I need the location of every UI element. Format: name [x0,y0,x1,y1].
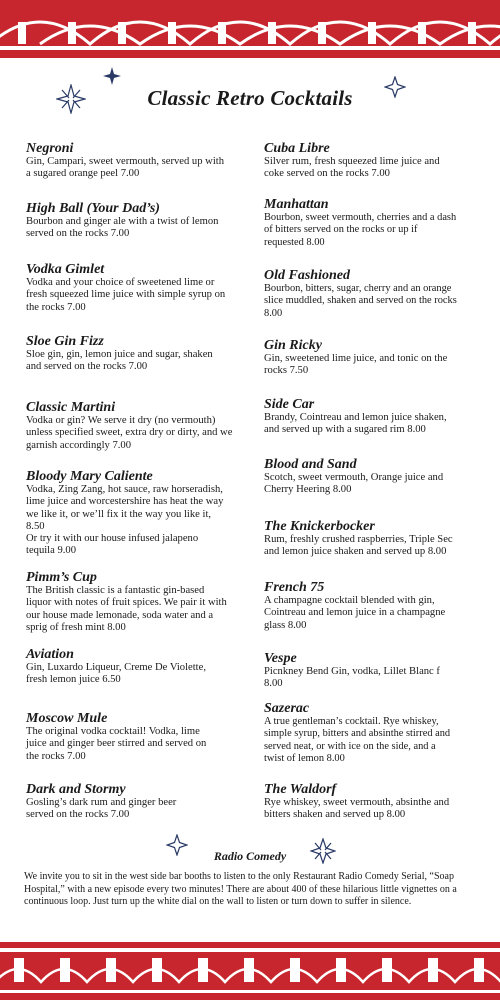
menu-item [264,580,486,632]
item-name: Cuba Libre [264,141,330,156]
item-description: The original vodka cocktail! Vodka, lime juice and ginger beer stirred and served on the rocks 7.00 [26,726,207,762]
item-description: Bourbon, sweet vermouth, cherries and a dash of bitters served on the rocks or up if requested 8.00 [264,212,457,248]
item-name: Side Car [264,397,315,412]
item-description: Silver rum, fresh squeezed lime juice and coke served on the rocks 7.00 [264,156,440,180]
menu-title: Classic Retro Cocktails [147,86,353,110]
item-name: Old Fashioned [264,268,350,283]
item-description: Sloe gin, gin, lemon juice and sugar, shaken and served on the rocks 7.00 [26,349,213,373]
menu-item [264,457,486,497]
menu-item [264,268,486,320]
menu-item [264,519,486,559]
item-name: Blood and Sand [264,457,357,472]
item-name: Dark and Stormy [26,782,126,797]
menu-item [26,201,262,241]
menu-item [26,711,262,763]
radio-comedy-title: Radio Comedy [213,849,287,863]
menu-item [26,469,262,558]
menu-item [264,782,486,822]
item-name: Classic Martini [26,400,116,415]
item-description: Bourbon and ginger ale with a twist of lemon served on the rocks 7.00 [26,216,219,240]
menu-item [26,647,262,687]
item-name: Sloe Gin Fizz [26,334,104,349]
menu-item [264,338,486,378]
menu-item [264,197,486,249]
item-description: Rum, freshly crushed raspberries, Triple Sec and lemon juice shaken and served up 8.00 [264,534,453,558]
menu-item [264,141,486,181]
menu-item [26,782,262,822]
item-description: Rye whiskey, sweet vermouth, absinthe and bitters shaken and served up 8.00 [264,797,450,821]
item-name: Manhattan [264,197,329,212]
top-decorative-border [0,0,500,58]
item-description: Gin, Campari, sweet vermouth, served up with a sugared orange peel 7.00 [26,156,225,180]
item-name: Pimm’s Cup [26,570,97,585]
border-pattern-top [0,0,500,58]
border-pattern-bottom [0,942,500,1000]
menu-item [26,400,262,452]
item-name: Vespe [264,651,297,666]
item-description: Brandy, Cointreau and lemon juice shaken, and served up with a sugared rim 8.00 [264,412,447,436]
item-name: Sazerac [264,701,310,716]
item-name: Bloody Mary Caliente [26,469,153,484]
item-name: The Knickerbocker [264,519,375,534]
item-description: The British classic is a fantastic gin-based liquor with notes of fruit spices. We pair it with our house made lemonade, soda water and a sprig of fresh mint 8.00 [26,585,227,633]
menu-item [26,262,262,314]
menu-item [264,397,486,437]
bottom-decorative-border [0,942,500,1000]
menu-item [264,701,486,765]
item-name: Gin Ricky [264,338,322,353]
item-description: Vodka or gin? We serve it dry (no vermouth) unless specified sweet, extra dry or dirty, and we garnish accordingly 7.00 [26,415,233,451]
item-description: Gin, Luxardo Liqueur, Creme De Violette, fresh lemon juice 6.50 [26,662,206,686]
item-description: Gin, sweetened lime juice, and tonic on the rocks 7.50 [264,353,448,377]
item-description: A champagne cocktail blended with gin, Cointreau and lemon juice in a champagne glass 8.00 [264,595,446,631]
menu-item [264,651,486,691]
item-name: Vodka Gimlet [26,262,105,277]
menu-item [26,334,262,374]
menu-item [26,570,262,634]
menu-item [26,141,262,181]
star-icon [102,66,122,86]
item-description: Vodka, Zing Zang, hot sauce, raw horseradish, lime juice and worcestershire has heat the way we like it, or we’ll fix it the way you like it, 8.50 Or try it with our house infused jalapeno tequila 9.00 [26,484,224,557]
item-description: Vodka and your choice of sweetened lime or fresh squeezed lime juice with simple syrup on the rocks 7.00 [26,277,226,313]
item-description: Scotch, sweet vermouth, Orange juice and Cherry Heering 8.00 [264,472,444,496]
item-name: Moscow Mule [26,711,108,726]
item-description: Gosling’s dark rum and ginger beer served on the rocks 7.00 [26,797,177,821]
item-description: A true gentleman’s cocktail. Rye whiskey, simple syrup, bitters and absinthe stirred and served neat, or with ice on the side, and a twist of lemon 8.00 [264,716,451,764]
item-name: The Waldorf [264,782,337,797]
item-name: Aviation [26,647,74,662]
item-name: High Ball (Your Dad’s) [26,201,160,216]
item-name: Negroni [26,141,74,156]
item-name: French 75 [264,580,325,595]
radio-comedy-text: We invite you to sit in the west side bar booths to listen to the only Restaurant Radio Comedy Serial, “Soap Hospital,” with a new episode every two minutes! There are about 400 of these hilarious little vignettes on a continuous loop. Just turn up the white dial on the wall to listen or turn down to suffer in silence. [24,871,457,907]
item-description: Bourbon, bitters, sugar, cherry and an orange slice muddled, shaken and served on the rocks 8.00 [264,283,457,319]
item-description: Picnkney Bend Gin, vodka, Lillet Blanc f 8.00 [264,666,440,690]
